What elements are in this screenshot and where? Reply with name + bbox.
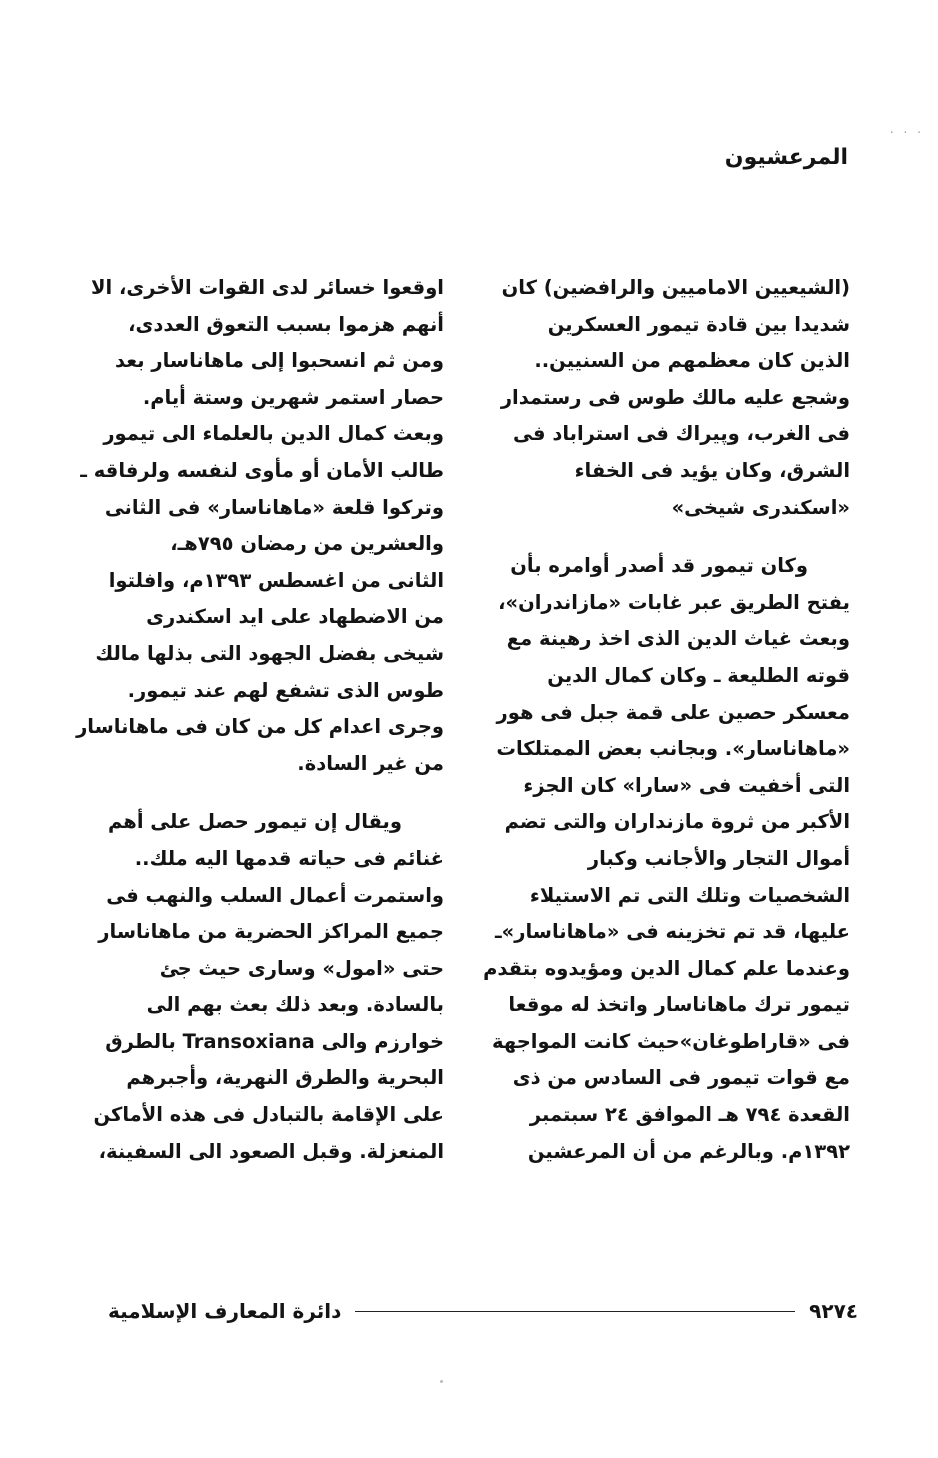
page-number: ٩٢٧٤ bbox=[809, 1299, 858, 1323]
running-header: المرعشيون bbox=[724, 145, 848, 170]
page-footer bbox=[108, 1294, 858, 1328]
scan-speck bbox=[440, 1380, 443, 1383]
left-column bbox=[59, 270, 444, 1170]
corner-marks: . . . bbox=[889, 122, 924, 136]
left-para-1: اوقعوا خسائر لدى القوات الأخرى، الا أنهم هزموا بسبب التعوق العددى، ومن ثم انسحبوا إلى ماهاناسار بعد حصار استمر شهرين وستة أيام. وبعث كمال الدين بالعلماء الى تيمور طالب الأمان أو مأوى لنفسه ولرفاقه ـ وتركوا قلعة «ماهاناسار» فى الثانى والعشرين من رمضان ٧٩٥هـ، الثانى من اغسطس ١٣٩٣م، وافلتوا من الاضطهاد على ايد اسكندرى شيخى بفضل الجهود التى بذلها مالك طوس الذى تشفع لهم عند تيمور. وجرى اعدام كل من كان فى ماهاناسار من غير السادة. bbox=[76, 276, 444, 775]
publication-title: دائرة المعارف الإسلامية bbox=[108, 1299, 342, 1323]
footer-rule bbox=[355, 1311, 795, 1312]
right-para-2: وكان تيمور قد أصدر أوامره بأن يفتح الطريق عبر غابات «مازاندران»، وبعث غياث الدين الذى اخذ رهينة مع قوته الطليعة ـ وكان كمال الدين معسكر حصين على قمة جبل فى هور «ماهاناسار». وبجانب بعض الممتلكات التى أخفيت فى «سارا» كان الجزء الأكبر من ثروة مازنداران والتى تضم أموال التجار والأجانب وكبار الشخصيات وتلك التى تم الاستيلاء عليها، قد تم تخزينه فى «ماهاناسار»ـ وعندما علم كمال الدين ومؤيدوه بتقدم تيمور ترك ماهاناسار واتخذ له موقعا فى «قاراطوغان»حيث كانت المواجهة مع قوات تيمور فى السادس من ذى القعدة ٧٩٤ هـ الموافق ٢٤ سبتمبر ١٣٩٢م. وبالرغم من أن المرعشين bbox=[483, 554, 850, 1163]
right-para-1: (الشيعيين الاماميين والرافضين) كان شديدا بين قادة تيمور العسكرين الذين كان معظمهم من السنيين.. وشجع عليه مالك طوس فى رستمدار فى الغرب، وپيراك فى استراباد فى الشرق، وكان يؤيد فى الخفاء «اسكندرى شيخى» bbox=[500, 276, 850, 519]
right-column bbox=[465, 270, 850, 1170]
left-para-2: ويقال إن تيمور حصل على أهم غنائم فى حياته قدمها اليه ملك.. واستمرت أعمال السلب والنهب فى جميع المراكز الحضرية من ماهاناسار حتى «امول» وسارى حيث جئ بالسادة. وبعد ذلك بعث بهم الى خوارزم والى Transoxiana بالطرق البحرية والطرق النهرية، وأجبرهم على الإقامة بالتبادل فى هذه الأماكن المنعزلة. وقبل الصعود الى السفينة، bbox=[93, 810, 444, 1163]
